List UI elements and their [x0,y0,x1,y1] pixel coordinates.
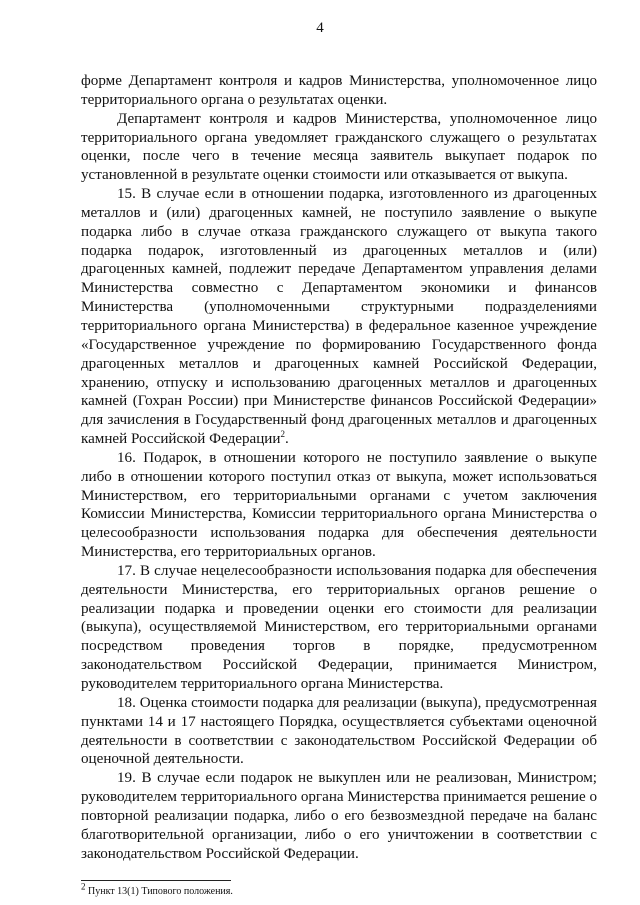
footnote-text: Пункт 13(1) Типового положения. [85,886,233,897]
paragraph-text: форме Департамент контроля и кадров Министерства, уполномоченное лицо территориального органа о результатах оценки. [81,73,597,108]
footnote-reference: 2 [280,429,285,439]
paragraph-text: 19. В случае если подарок не выкуплен или не реализован, Министром; руководителем территориального органа Министерства принимается решение о повторной реализации подарка, либо о его безвозмездной передаче на баланс благотворительной организации, либо о его уничтожении в соответствии с законодательством Российской Федерации. [81,770,597,862]
paragraph-item-16 [81,449,597,562]
paragraph-item-18 [81,694,597,769]
page-number: 4 [316,20,324,36]
paragraph-text: 15. В случае если в отношении подарка, изготовленного из драгоценных металлов и (или) драгоценных камней, не поступило заявление о выкупе подарка либо в случае отказа гражданского служащего от выкупа такого подарка подарок, изготовленный из драгоценных металлов и (или) драгоценных камней, подлежит передаче Департаментом управления делами Министерства совместно с Департаментом экономики и финансов Министерства (уполномоченными структурными подразделениями территориального органа Министерства) в федеральное казенное учреждение «Государственное учреждение по формированию Государственного фонда драгоценных металлов и драгоценных камней Российской Федерации, хранению, отпуску и использованию драгоценных металлов и драгоценных камней (Гохран России) при Министерстве финансов Российской Федерации» для зачисления в Государственный фонд драгоценных металлов и драгоценных камней Российской Федерации [81,186,597,448]
paragraph-continuation [81,72,597,110]
footnote-separator [81,880,231,881]
footnote [81,881,233,898]
paragraph-item-15: 15. В случае если в отношении подарка, изготовленного из драгоценных металлов и (или) драгоценных камней, не поступило заявление о выкупе подарка либо в случае отказа гражданского служащего от выкупа такого подарка подарок, изготовленный из драгоценных металлов и (или) драгоценных камней, подлежит передаче Департаментом управления делами Министерства совместно с Департаментом экономики и финансов Министерства (уполномоченными структурными подразделениями территориального органа Министерства) в федеральное казенное учреждение «Государственное учреждение по формированию Государственного фонда драгоценных металлов и драгоценных камней Российской Федерации, хранению, отпуску и использованию драгоценных металлов и драгоценных камней (Гохран России) при Министерстве финансов Российской Федерации» для зачисления в Государственный фонд драгоценных металлов и драгоценных камней Российской Федерации$^2$. [81,186,597,448]
paragraph-notification [81,110,597,185]
document-body [81,72,597,863]
paragraph-text: 16. Подарок, в отношении которого не поступило заявление о выкупе либо в отношении которого поступил отказ от выкупа, может использоваться Министерством, его территориальными органами с учетом заключения Комиссии Министерства, Комиссии территориального органа Министерства о целесообразности использования подарка для обеспечения деятельности Министерства, его территориальных органов. [81,449,597,561]
paragraph-text: 17. В случае нецелесообразности использования подарка для обеспечения деятельности Министерства, его территориальных органов решение о реализации подарка и проведении оценки его стоимости для реализации (выкупа), осуществляемой Министерством, его территориальными органами посредством проведения торгов в порядке, предусмотренном законодательством Российской Федерации, принимается Министром, руководителем территориального органа Министерства. [81,562,597,692]
paragraph-text: 18. Оценка стоимости подарка для реализации (выкупа), предусмотренная пунктами 14 и 17 настоящего Порядка, осуществляется субъектами оценочной деятельности в соответствии с законодательством Российской Федерации об оценочной деятельности. [81,694,597,768]
paragraph-item-17 [81,562,597,694]
paragraph-text: Департамент контроля и кадров Министерства, уполномоченное лицо территориального органа уведомляет гражданского служащего о результатах оценки, после чего в течение месяца заявитель выкупает подарок по установленной в результате оценки стоимости или отказывается от выкупа. [81,110,597,184]
footnote-marker: 2 [81,881,86,892]
paragraph-item-19 [81,769,597,863]
